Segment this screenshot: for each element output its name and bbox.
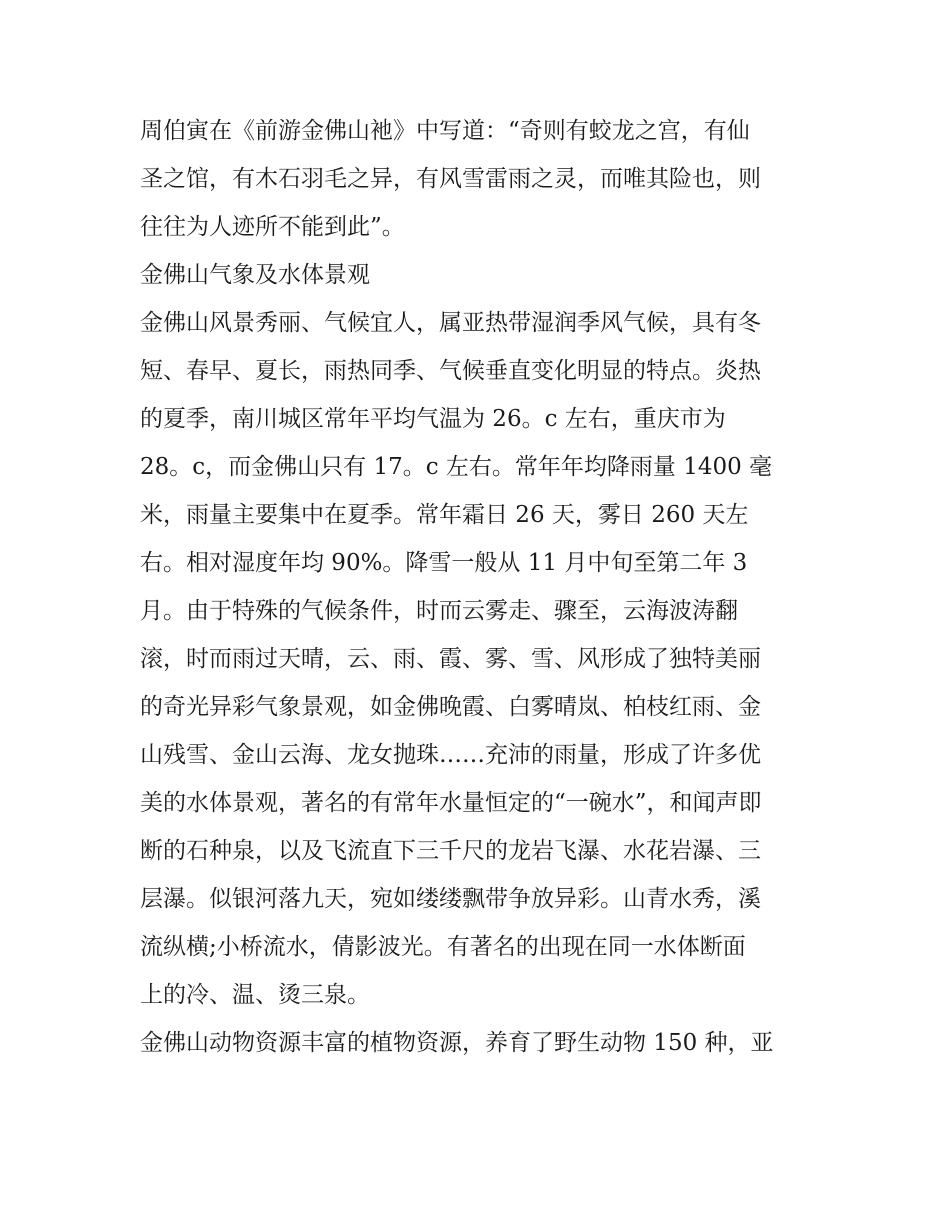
text-line: 右。相对湿度年均 90%。降雪一般从 11 月中旬至第二年 3 bbox=[140, 550, 748, 576]
text-line: 上的冷、温、烫三泉。 bbox=[140, 982, 370, 1008]
text-line: 的夏季，南川城区常年平均气温为 26。c 左右，重庆市为 bbox=[140, 406, 726, 432]
text-line: 金佛山风景秀丽、气候宜人，属亚热带湿润季风气候，具有冬 bbox=[140, 310, 761, 336]
text-line: 美的水体景观，著名的有常年水量恒定的“一碗水”，和闻声即 bbox=[140, 790, 762, 816]
text-line: 金佛山动物资源丰富的植物资源，养育了野生动物 150 种，亚 bbox=[140, 1030, 774, 1056]
text-line: 圣之馆，有木石羽毛之异，有风雪雷雨之灵，而唯其险也，则 bbox=[140, 166, 761, 192]
paragraph-climate-water bbox=[140, 299, 820, 1019]
text-line: 流纵横;小桥流水，倩影波光。有著名的出现在同一水体断面 bbox=[140, 934, 746, 960]
text-line: 米，雨量主要集中在夏季。常年霜日 26 天，雾日 260 天左 bbox=[140, 502, 749, 528]
text-line: 28。c，而金佛山只有 17。c 左右。常年年均降雨量 1400 毫 bbox=[140, 454, 773, 480]
text-line: 周伯寅在《前游金佛山衪》中写道：“奇则有蛟龙之宫，有仙 bbox=[140, 118, 750, 144]
text-line: 的奇光异彩气象景观，如金佛晚霞、白雾晴岚、柏枝红雨、金 bbox=[140, 694, 761, 720]
paragraph-quote bbox=[140, 107, 820, 251]
paragraph-animals bbox=[140, 1019, 820, 1067]
document-body bbox=[140, 107, 820, 1067]
text-line: 层瀑。似银河落九天，宛如缕缕飘带争放异彩。山青水秀，溪 bbox=[140, 886, 761, 912]
text-line: 山残雪、金山云海、龙女抛珠……充沛的雨量，形成了许多优 bbox=[140, 742, 761, 768]
section-heading: 金佛山气象及水体景观 bbox=[140, 262, 370, 288]
text-line: 滚，时而雨过天晴，云、雨、霞、雾、雪、风形成了独特美丽 bbox=[140, 646, 761, 672]
text-line: 往往为人迹所不能到此”。 bbox=[140, 214, 405, 240]
text-line: 断的石种泉，以及飞流直下三千尺的龙岩飞瀑、水花岩瀑、三 bbox=[140, 838, 761, 864]
text-line: 月。由于特殊的气候条件，时而云雾走、骤至，云海波涛翻 bbox=[140, 598, 738, 624]
text-line: 短、春早、夏长，雨热同季、气候垂直变化明显的特点。炎热 bbox=[140, 358, 761, 384]
